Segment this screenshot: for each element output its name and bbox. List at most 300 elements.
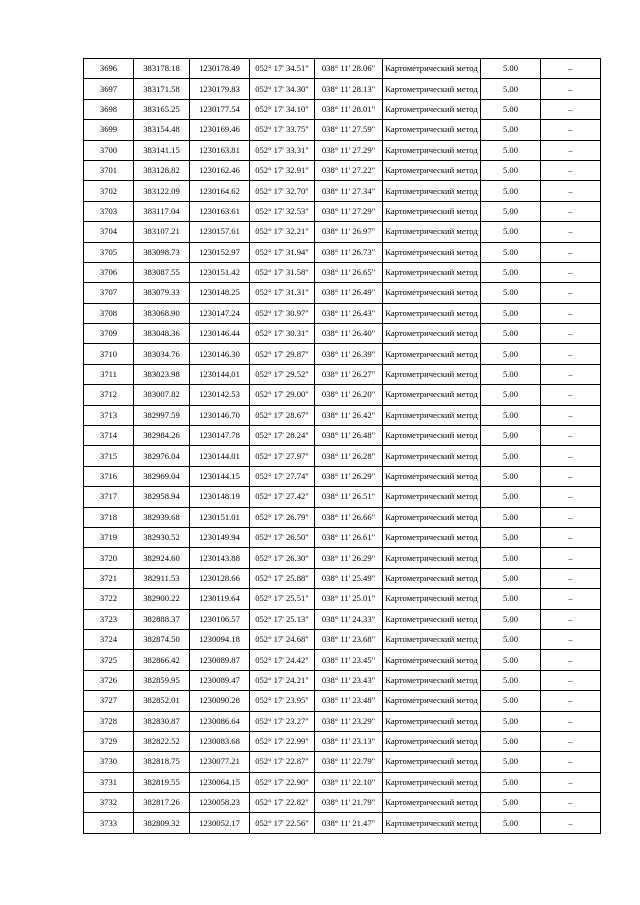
table-row: [84, 222, 601, 242]
latitude-cell: 052° 17' 32.91": [250, 160, 315, 180]
method-cell: Картометрический метод: [383, 466, 481, 486]
method-cell: Картометрический метод: [383, 79, 481, 99]
latitude-cell: 052° 17' 34.30": [250, 79, 315, 99]
method-cell: Картометрический метод: [383, 99, 481, 119]
point-number-cell: 3707: [84, 283, 134, 303]
y-coordinate-cell: 1230064.15: [190, 772, 250, 792]
y-coordinate-cell: 1230077.21: [190, 752, 250, 772]
x-coordinate-cell: 383117.04: [134, 201, 190, 221]
longitude-cell: 038° 11' 26.42": [315, 405, 383, 425]
longitude-cell: 038° 11' 26.65": [315, 262, 383, 282]
accuracy-cell: 5.00: [481, 670, 541, 690]
point-number-cell: 3731: [84, 772, 134, 792]
description-cell: –: [541, 181, 601, 201]
latitude-cell: 052° 17' 25.13": [250, 609, 315, 629]
table-row: [84, 609, 601, 629]
accuracy-cell: 5.00: [481, 222, 541, 242]
x-coordinate-cell: 383171.58: [134, 79, 190, 99]
longitude-cell: 038° 11' 25.01": [315, 589, 383, 609]
description-cell: –: [541, 222, 601, 242]
longitude-cell: 038° 11' 26.39": [315, 344, 383, 364]
y-coordinate-cell: 1230157.61: [190, 222, 250, 242]
longitude-cell: 038° 11' 23.45": [315, 650, 383, 670]
longitude-cell: 038° 11' 21.47": [315, 813, 383, 833]
description-cell: –: [541, 426, 601, 446]
point-number-cell: 3718: [84, 507, 134, 527]
accuracy-cell: 5.00: [481, 405, 541, 425]
description-cell: –: [541, 650, 601, 670]
latitude-cell: 052° 17' 31.58": [250, 262, 315, 282]
table-row: [84, 242, 601, 262]
point-number-cell: 3711: [84, 364, 134, 384]
description-cell: –: [541, 344, 601, 364]
method-cell: Картометрический метод: [383, 283, 481, 303]
description-cell: –: [541, 385, 601, 405]
point-number-cell: 3715: [84, 446, 134, 466]
accuracy-cell: 5.00: [481, 568, 541, 588]
longitude-cell: 038° 11' 28.13": [315, 79, 383, 99]
longitude-cell: 038° 11' 28.06": [315, 59, 383, 79]
table-row: [84, 59, 601, 79]
point-number-cell: 3724: [84, 629, 134, 649]
table-row: [84, 793, 601, 813]
accuracy-cell: 5.00: [481, 446, 541, 466]
latitude-cell: 052° 17' 23.95": [250, 691, 315, 711]
method-cell: Картометрический метод: [383, 426, 481, 446]
longitude-cell: 038° 11' 25.49": [315, 568, 383, 588]
accuracy-cell: 5.00: [481, 487, 541, 507]
latitude-cell: 052° 17' 34.10": [250, 99, 315, 119]
y-coordinate-cell: 1230163.81: [190, 140, 250, 160]
point-number-cell: 3725: [84, 650, 134, 670]
point-number-cell: 3712: [84, 385, 134, 405]
description-cell: –: [541, 99, 601, 119]
longitude-cell: 038° 11' 26.27": [315, 364, 383, 384]
description-cell: –: [541, 364, 601, 384]
y-coordinate-cell: 1230146.70: [190, 405, 250, 425]
accuracy-cell: 5.00: [481, 466, 541, 486]
y-coordinate-cell: 1230179.83: [190, 79, 250, 99]
longitude-cell: 038° 11' 27.34": [315, 181, 383, 201]
table-row: [84, 629, 601, 649]
x-coordinate-cell: 382911.53: [134, 568, 190, 588]
longitude-cell: 038° 11' 23.48": [315, 691, 383, 711]
point-number-cell: 3733: [84, 813, 134, 833]
y-coordinate-cell: 1230086.64: [190, 711, 250, 731]
x-coordinate-cell: 383034.76: [134, 344, 190, 364]
table-row: [84, 568, 601, 588]
longitude-cell: 038° 11' 23.13": [315, 731, 383, 751]
y-coordinate-cell: 1230151.42: [190, 262, 250, 282]
y-coordinate-cell: 1230147.24: [190, 303, 250, 323]
point-number-cell: 3699: [84, 120, 134, 140]
accuracy-cell: 5.00: [481, 772, 541, 792]
latitude-cell: 052° 17' 22.90": [250, 772, 315, 792]
latitude-cell: 052° 17' 29.52": [250, 364, 315, 384]
description-cell: –: [541, 772, 601, 792]
description-cell: –: [541, 120, 601, 140]
accuracy-cell: 5.00: [481, 242, 541, 262]
y-coordinate-cell: 1230148.19: [190, 487, 250, 507]
x-coordinate-cell: 382958.94: [134, 487, 190, 507]
point-number-cell: 3728: [84, 711, 134, 731]
point-number-cell: 3698: [84, 99, 134, 119]
y-coordinate-cell: 1230148.25: [190, 283, 250, 303]
x-coordinate-cell: 382997.59: [134, 405, 190, 425]
x-coordinate-cell: 383068.90: [134, 303, 190, 323]
method-cell: Картометрический метод: [383, 487, 481, 507]
x-coordinate-cell: 382830.87: [134, 711, 190, 731]
description-cell: –: [541, 711, 601, 731]
method-cell: Картометрический метод: [383, 160, 481, 180]
table-row: [84, 813, 601, 833]
latitude-cell: 052° 17' 27.74": [250, 466, 315, 486]
latitude-cell: 052° 17' 25.88": [250, 568, 315, 588]
point-number-cell: 3721: [84, 568, 134, 588]
latitude-cell: 052° 17' 31.31": [250, 283, 315, 303]
x-coordinate-cell: 383087.55: [134, 262, 190, 282]
table-row: [84, 691, 601, 711]
table-row: [84, 752, 601, 772]
point-number-cell: 3727: [84, 691, 134, 711]
method-cell: Картометрический метод: [383, 59, 481, 79]
description-cell: –: [541, 160, 601, 180]
description-cell: –: [541, 283, 601, 303]
point-number-cell: 3717: [84, 487, 134, 507]
longitude-cell: 038° 11' 26.29": [315, 466, 383, 486]
longitude-cell: 038° 11' 22.79": [315, 752, 383, 772]
method-cell: Картометрический метод: [383, 201, 481, 221]
x-coordinate-cell: 383107.21: [134, 222, 190, 242]
y-coordinate-cell: 1230083.68: [190, 731, 250, 751]
table-row: [84, 283, 601, 303]
method-cell: Картометрический метод: [383, 527, 481, 547]
table-row: [84, 487, 601, 507]
method-cell: Картометрический метод: [383, 364, 481, 384]
point-number-cell: 3719: [84, 527, 134, 547]
description-cell: –: [541, 405, 601, 425]
x-coordinate-cell: 382969.04: [134, 466, 190, 486]
latitude-cell: 052° 17' 22.87": [250, 752, 315, 772]
description-cell: –: [541, 670, 601, 690]
accuracy-cell: 5.00: [481, 385, 541, 405]
accuracy-cell: 5.00: [481, 691, 541, 711]
point-number-cell: 3710: [84, 344, 134, 364]
point-number-cell: 3704: [84, 222, 134, 242]
y-coordinate-cell: 1230178.49: [190, 59, 250, 79]
x-coordinate-cell: 382819.55: [134, 772, 190, 792]
x-coordinate-cell: 382852.01: [134, 691, 190, 711]
description-cell: –: [541, 242, 601, 262]
accuracy-cell: 5.00: [481, 609, 541, 629]
longitude-cell: 038° 11' 21.79": [315, 793, 383, 813]
longitude-cell: 038° 11' 27.29": [315, 201, 383, 221]
accuracy-cell: 5.00: [481, 548, 541, 568]
method-cell: Картометрический метод: [383, 222, 481, 242]
point-number-cell: 3697: [84, 79, 134, 99]
description-cell: –: [541, 548, 601, 568]
x-coordinate-cell: 383007.82: [134, 385, 190, 405]
description-cell: –: [541, 813, 601, 833]
accuracy-cell: 5.00: [481, 629, 541, 649]
accuracy-cell: 5.00: [481, 181, 541, 201]
method-cell: Картометрический метод: [383, 324, 481, 344]
latitude-cell: 052° 17' 30.31": [250, 324, 315, 344]
y-coordinate-cell: 1230169.46: [190, 120, 250, 140]
description-cell: –: [541, 262, 601, 282]
description-cell: –: [541, 303, 601, 323]
y-coordinate-cell: 1230144.01: [190, 364, 250, 384]
point-number-cell: 3713: [84, 405, 134, 425]
x-coordinate-cell: 382924.60: [134, 548, 190, 568]
x-coordinate-cell: 383178.18: [134, 59, 190, 79]
method-cell: Картометрический метод: [383, 344, 481, 364]
table-row: [84, 303, 601, 323]
table-row: [84, 364, 601, 384]
accuracy-cell: 5.00: [481, 793, 541, 813]
y-coordinate-cell: 1230128.66: [190, 568, 250, 588]
x-coordinate-cell: 383141.15: [134, 140, 190, 160]
latitude-cell: 052° 17' 29.87": [250, 344, 315, 364]
x-coordinate-cell: 382818.75: [134, 752, 190, 772]
x-coordinate-cell: 383122.09: [134, 181, 190, 201]
latitude-cell: 052° 17' 30.97": [250, 303, 315, 323]
longitude-cell: 038° 11' 26.28": [315, 446, 383, 466]
y-coordinate-cell: 1230106.57: [190, 609, 250, 629]
latitude-cell: 052° 17' 27.97": [250, 446, 315, 466]
accuracy-cell: 5.00: [481, 507, 541, 527]
table-row: [84, 589, 601, 609]
latitude-cell: 052° 17' 23.27": [250, 711, 315, 731]
point-number-cell: 3723: [84, 609, 134, 629]
coordinates-table: [83, 58, 601, 834]
latitude-cell: 052° 17' 22.56": [250, 813, 315, 833]
longitude-cell: 038° 11' 27.59": [315, 120, 383, 140]
point-number-cell: 3701: [84, 160, 134, 180]
longitude-cell: 038° 11' 23.43": [315, 670, 383, 690]
description-cell: –: [541, 140, 601, 160]
longitude-cell: 038° 11' 26.48": [315, 426, 383, 446]
accuracy-cell: 5.00: [481, 262, 541, 282]
point-number-cell: 3726: [84, 670, 134, 690]
table-row: [84, 160, 601, 180]
latitude-cell: 052° 17' 34.51": [250, 59, 315, 79]
y-coordinate-cell: 1230089.47: [190, 670, 250, 690]
accuracy-cell: 5.00: [481, 813, 541, 833]
x-coordinate-cell: 382939.68: [134, 507, 190, 527]
accuracy-cell: 5.00: [481, 324, 541, 344]
method-cell: Картометрический метод: [383, 140, 481, 160]
latitude-cell: 052° 17' 32.53": [250, 201, 315, 221]
longitude-cell: 038° 11' 27.29": [315, 140, 383, 160]
accuracy-cell: 5.00: [481, 140, 541, 160]
method-cell: Картометрический метод: [383, 711, 481, 731]
latitude-cell: 052° 17' 25.51": [250, 589, 315, 609]
description-cell: –: [541, 691, 601, 711]
description-cell: –: [541, 629, 601, 649]
point-number-cell: 3714: [84, 426, 134, 446]
point-number-cell: 3709: [84, 324, 134, 344]
x-coordinate-cell: 383079.33: [134, 283, 190, 303]
accuracy-cell: 5.00: [481, 303, 541, 323]
y-coordinate-cell: 1230142.53: [190, 385, 250, 405]
method-cell: Картометрический метод: [383, 446, 481, 466]
point-number-cell: 3696: [84, 59, 134, 79]
table-row: [84, 405, 601, 425]
latitude-cell: 052° 17' 26.79": [250, 507, 315, 527]
method-cell: Картометрический метод: [383, 181, 481, 201]
longitude-cell: 038° 11' 26.29": [315, 548, 383, 568]
method-cell: Картометрический метод: [383, 507, 481, 527]
table-row: [84, 120, 601, 140]
longitude-cell: 038° 11' 23.68": [315, 629, 383, 649]
table-row: [84, 262, 601, 282]
method-cell: Картометрический метод: [383, 303, 481, 323]
description-cell: –: [541, 201, 601, 221]
x-coordinate-cell: 382822.52: [134, 731, 190, 751]
method-cell: Картометрический метод: [383, 650, 481, 670]
point-number-cell: 3706: [84, 262, 134, 282]
description-cell: –: [541, 79, 601, 99]
accuracy-cell: 5.00: [481, 589, 541, 609]
point-number-cell: 3708: [84, 303, 134, 323]
longitude-cell: 038° 11' 26.51": [315, 487, 383, 507]
latitude-cell: 052° 17' 24.21": [250, 670, 315, 690]
latitude-cell: 052° 17' 32.70": [250, 181, 315, 201]
y-coordinate-cell: 1230144.15: [190, 466, 250, 486]
method-cell: Картометрический метод: [383, 120, 481, 140]
longitude-cell: 038° 11' 26.73": [315, 242, 383, 262]
y-coordinate-cell: 1230094.18: [190, 629, 250, 649]
method-cell: Картометрический метод: [383, 548, 481, 568]
table-row: [84, 670, 601, 690]
accuracy-cell: 5.00: [481, 364, 541, 384]
method-cell: Картометрический метод: [383, 670, 481, 690]
longitude-cell: 038° 11' 26.20": [315, 385, 383, 405]
table-row: [84, 527, 601, 547]
method-cell: Картометрический метод: [383, 385, 481, 405]
x-coordinate-cell: 383023.98: [134, 364, 190, 384]
description-cell: –: [541, 793, 601, 813]
y-coordinate-cell: 1230164.62: [190, 181, 250, 201]
latitude-cell: 052° 17' 27.42": [250, 487, 315, 507]
latitude-cell: 052° 17' 22.82": [250, 793, 315, 813]
y-coordinate-cell: 1230151.01: [190, 507, 250, 527]
description-cell: –: [541, 731, 601, 751]
accuracy-cell: 5.00: [481, 752, 541, 772]
table-row: [84, 140, 601, 160]
table-body: [84, 59, 601, 834]
description-cell: –: [541, 446, 601, 466]
x-coordinate-cell: 382976.04: [134, 446, 190, 466]
longitude-cell: 038° 11' 27.22": [315, 160, 383, 180]
table-row: [84, 181, 601, 201]
x-coordinate-cell: 382817.26: [134, 793, 190, 813]
method-cell: Картометрический метод: [383, 813, 481, 833]
point-number-cell: 3705: [84, 242, 134, 262]
longitude-cell: 038° 11' 26.40": [315, 324, 383, 344]
accuracy-cell: 5.00: [481, 426, 541, 446]
x-coordinate-cell: 382984.26: [134, 426, 190, 446]
y-coordinate-cell: 1230090.28: [190, 691, 250, 711]
longitude-cell: 038° 11' 26.97": [315, 222, 383, 242]
longitude-cell: 038° 11' 28.01": [315, 99, 383, 119]
description-cell: –: [541, 752, 601, 772]
latitude-cell: 052° 17' 29.00": [250, 385, 315, 405]
description-cell: –: [541, 589, 601, 609]
accuracy-cell: 5.00: [481, 711, 541, 731]
point-number-cell: 3702: [84, 181, 134, 201]
table-row: [84, 201, 601, 221]
accuracy-cell: 5.00: [481, 344, 541, 364]
table-row: [84, 324, 601, 344]
latitude-cell: 052° 17' 28.24": [250, 426, 315, 446]
method-cell: Картометрический метод: [383, 242, 481, 262]
y-coordinate-cell: 1230149.94: [190, 527, 250, 547]
description-cell: –: [541, 568, 601, 588]
latitude-cell: 052° 17' 28.67": [250, 405, 315, 425]
longitude-cell: 038° 11' 23.29": [315, 711, 383, 731]
x-coordinate-cell: 383098.73: [134, 242, 190, 262]
accuracy-cell: 5.00: [481, 160, 541, 180]
latitude-cell: 052° 17' 26.30": [250, 548, 315, 568]
point-number-cell: 3716: [84, 466, 134, 486]
accuracy-cell: 5.00: [481, 283, 541, 303]
method-cell: Картометрический метод: [383, 629, 481, 649]
y-coordinate-cell: 1230052.17: [190, 813, 250, 833]
x-coordinate-cell: 382859.95: [134, 670, 190, 690]
longitude-cell: 038° 11' 26.61": [315, 527, 383, 547]
method-cell: Картометрический метод: [383, 568, 481, 588]
description-cell: –: [541, 324, 601, 344]
method-cell: Картометрический метод: [383, 609, 481, 629]
longitude-cell: 038° 11' 26.49": [315, 283, 383, 303]
latitude-cell: 052° 17' 22.99": [250, 731, 315, 751]
point-number-cell: 3732: [84, 793, 134, 813]
table-row: [84, 711, 601, 731]
description-cell: –: [541, 59, 601, 79]
point-number-cell: 3720: [84, 548, 134, 568]
y-coordinate-cell: 1230146.30: [190, 344, 250, 364]
y-coordinate-cell: 1230152.97: [190, 242, 250, 262]
point-number-cell: 3700: [84, 140, 134, 160]
description-cell: –: [541, 507, 601, 527]
y-coordinate-cell: 1230146.44: [190, 324, 250, 344]
x-coordinate-cell: 383154.48: [134, 120, 190, 140]
method-cell: Картометрический метод: [383, 731, 481, 751]
x-coordinate-cell: 383128.82: [134, 160, 190, 180]
latitude-cell: 052° 17' 24.42": [250, 650, 315, 670]
table-row: [84, 466, 601, 486]
latitude-cell: 052° 17' 32.21": [250, 222, 315, 242]
table-row: [84, 99, 601, 119]
table-row: [84, 79, 601, 99]
longitude-cell: 038° 11' 22.10": [315, 772, 383, 792]
x-coordinate-cell: 382866.42: [134, 650, 190, 670]
x-coordinate-cell: 383165.25: [134, 99, 190, 119]
table-row: [84, 731, 601, 751]
x-coordinate-cell: 382874.50: [134, 629, 190, 649]
x-coordinate-cell: 382809.32: [134, 813, 190, 833]
x-coordinate-cell: 382888.37: [134, 609, 190, 629]
accuracy-cell: 5.00: [481, 527, 541, 547]
y-coordinate-cell: 1230089.87: [190, 650, 250, 670]
accuracy-cell: 5.00: [481, 79, 541, 99]
y-coordinate-cell: 1230058.23: [190, 793, 250, 813]
latitude-cell: 052° 17' 33.75": [250, 120, 315, 140]
longitude-cell: 038° 11' 26.43": [315, 303, 383, 323]
longitude-cell: 038° 11' 26.66": [315, 507, 383, 527]
